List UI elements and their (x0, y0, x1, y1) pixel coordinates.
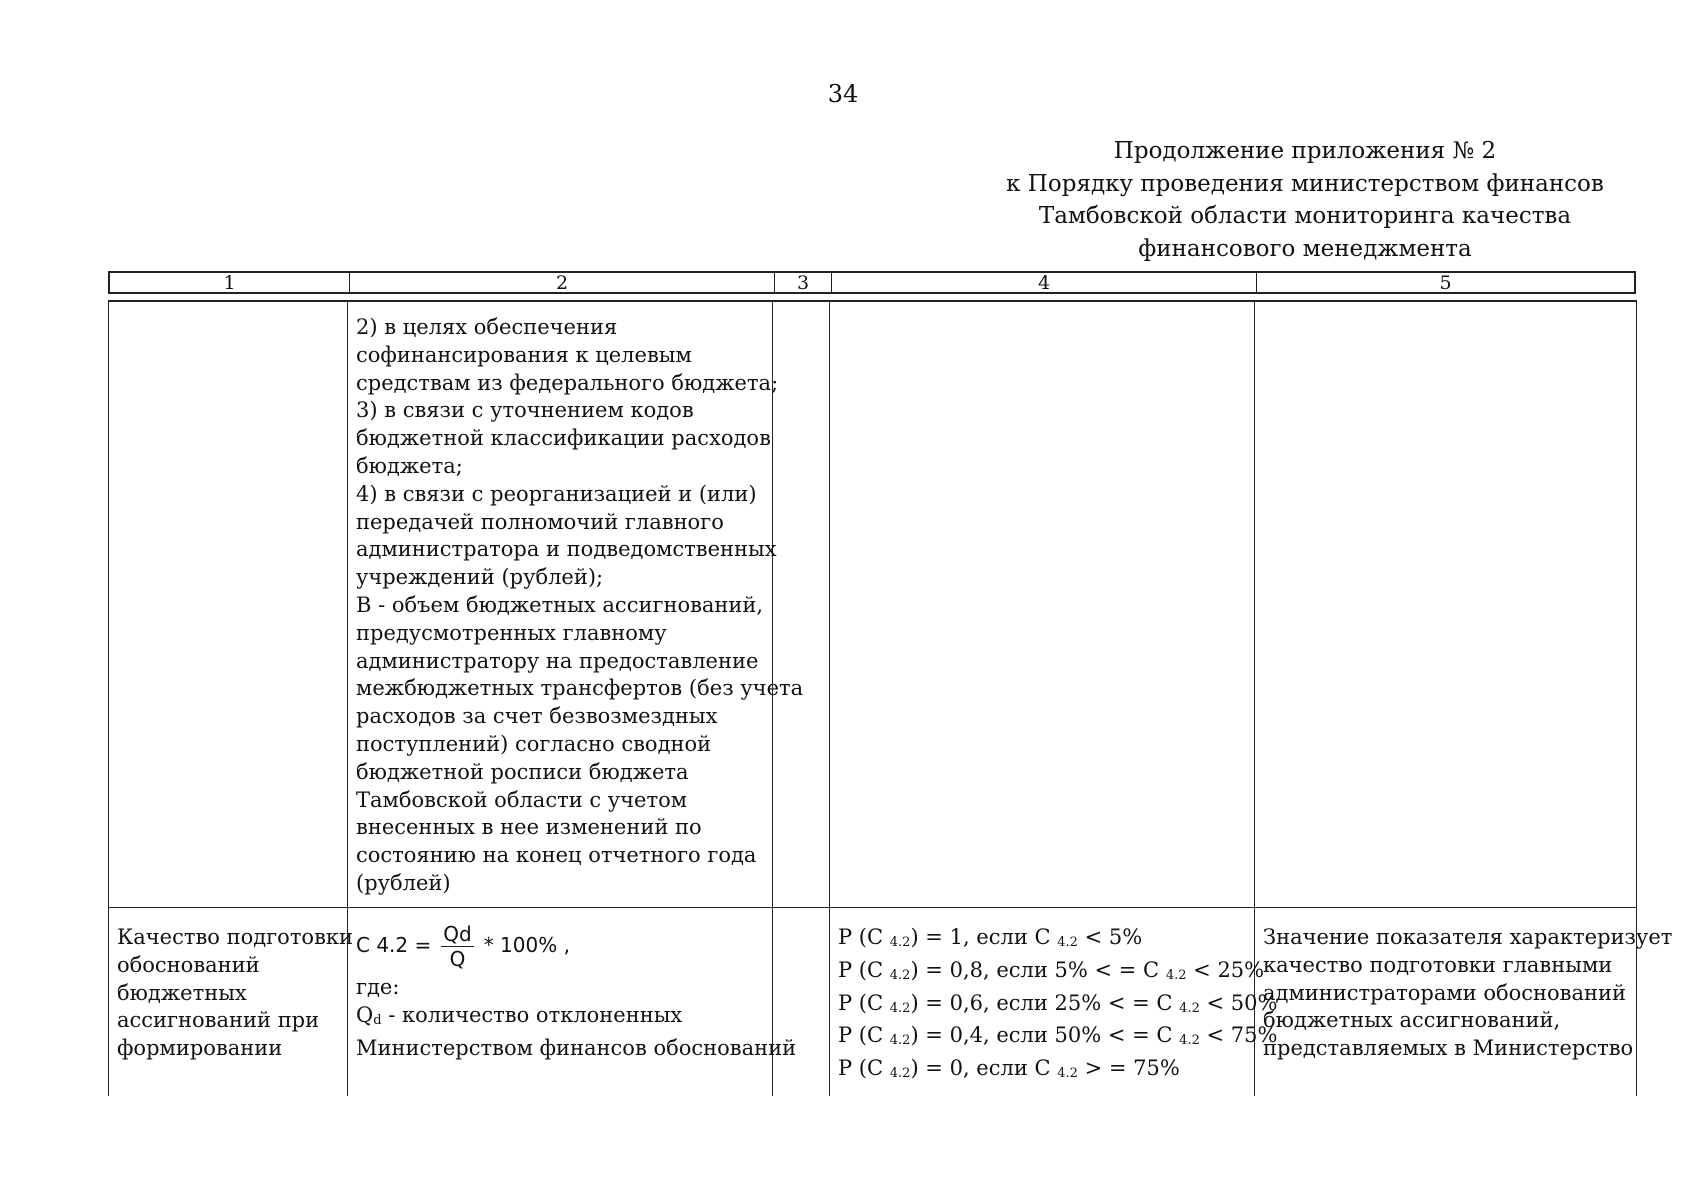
score-rule (838, 990, 1278, 1023)
text-line: бюджетной классификации расходов (356, 426, 771, 451)
column-number: 5 (1256, 273, 1634, 292)
formula-rhs: * 100% , (483, 933, 570, 958)
text-line: расходов за счет безвозмездных (356, 704, 718, 729)
score-rule (838, 924, 1246, 957)
qd-definition (356, 1002, 764, 1035)
text-line: 2) в целях обеспечения (356, 315, 618, 339)
text-line: 3) в связи с уточнением кодов (356, 398, 694, 423)
description-line: представляемых в Министерство (1263, 1036, 1634, 1061)
score-sub: 4.2 (1057, 1066, 1078, 1082)
score-sub: 4.2 (889, 967, 911, 983)
score-text: P (C (838, 925, 890, 949)
qd-symbol: Q (356, 1002, 374, 1027)
formula (356, 918, 764, 974)
score-text: P (C (838, 957, 890, 982)
indicator-line: обоснований (117, 952, 260, 977)
text-line: софинансирования к целевым (356, 342, 692, 367)
score-text: ) = 0,8, если 5% < = C (910, 957, 1166, 982)
score-text: P (C (838, 990, 890, 1015)
column-number: 3 (774, 273, 831, 292)
score-sub: 4.2 (889, 1066, 911, 1082)
score-sub: 4.2 (889, 1000, 911, 1016)
score-sub: 4.2 (1057, 935, 1078, 950)
score-text: P (C (838, 1023, 890, 1048)
score-rule (838, 1022, 1278, 1055)
qd-definition-line2: Министерством финансов обоснований (356, 1035, 797, 1060)
score-rule (838, 957, 1265, 990)
score-text: ) = 1, если C (910, 925, 1058, 949)
formula-lhs: C 4.2 = (356, 933, 432, 958)
formula-fraction (441, 922, 473, 971)
where-label: где: (356, 975, 400, 999)
qd-subscript: d (373, 1012, 382, 1028)
appendix-heading-line: Продолжение приложения № 2 (1113, 138, 1497, 164)
score-rule (838, 1055, 1246, 1088)
calculation-cell (348, 301, 804, 908)
score-text: < 50% (1199, 990, 1278, 1015)
indicator-line: формировании (117, 1036, 283, 1061)
score-sub: 4.2 (1165, 967, 1187, 983)
indicator-cell (109, 301, 348, 908)
appendix-heading-line: Тамбовской области мониторинга качества (1038, 203, 1572, 229)
text-line: В - объем бюджетных ассигнований, (356, 592, 764, 617)
column-number: 2 (349, 273, 774, 292)
description-cell (1255, 908, 1673, 1096)
text-line: предусмотренных главному (356, 620, 667, 645)
text-line: состоянию на конец отчетного года (356, 843, 757, 868)
text-line: поступлений) согласно сводной (356, 731, 712, 756)
text-line: межбюджетных трансфертов (без учета (356, 676, 804, 701)
column-number-row (108, 271, 1636, 294)
text-line: 4) в связи с реорганизацией и (или) (356, 481, 757, 506)
empty-cell (773, 908, 830, 1096)
text-line: (рублей) (356, 870, 451, 895)
score-text: > = 75% (1077, 1056, 1180, 1081)
appendix-heading-line: финансового менеджмента (1138, 235, 1472, 262)
scoring-cell (830, 301, 1255, 908)
indicator-line: бюджетных (117, 980, 247, 1005)
indicator-cell (109, 908, 354, 1096)
indicator-table (108, 300, 1673, 1096)
score-text: < 25% (1186, 957, 1265, 982)
text-line: бюджета; (356, 453, 463, 478)
score-sub: 4.2 (889, 935, 911, 950)
score-text: ) = 0,6, если 25% < = C (910, 990, 1180, 1015)
text-line: Тамбовской области с учетом (356, 787, 688, 812)
score-text: P (C (838, 1056, 890, 1081)
column-number: 1 (223, 272, 236, 294)
indicator-line: ассигнований при (117, 1008, 320, 1033)
description-line: качество подготовки главными (1263, 952, 1613, 977)
formula-denominator: Q (449, 946, 466, 971)
empty-cell (773, 301, 830, 908)
text-line: администратора и подведомственных (356, 537, 777, 562)
description-line: бюджетных ассигнований, (1263, 1008, 1561, 1033)
table-row (109, 908, 1637, 1096)
qd-text: - количество отклоненных (381, 1002, 683, 1027)
column-number: 4 (831, 273, 1256, 292)
score-text: ) = 0, если C (910, 1056, 1058, 1081)
page-number: 34 (827, 80, 859, 108)
description-cell (1255, 301, 1637, 908)
calculation-cell (348, 908, 797, 1096)
score-sub: 4.2 (1179, 1000, 1200, 1016)
score-text: < 5% (1077, 925, 1143, 949)
text-line: администратору на предоставление (356, 648, 759, 673)
description-line: Значение показателя характеризует (1263, 925, 1673, 949)
text-line: бюджетной росписи бюджета (356, 759, 689, 784)
scoring-cell (830, 908, 1278, 1096)
appendix-heading-line: к Порядку проведения министерством финансов (1006, 170, 1604, 197)
score-text: < 75% (1199, 1023, 1278, 1048)
text-line: учреждений (рублей); (356, 565, 604, 590)
score-sub: 4.2 (1179, 1033, 1200, 1049)
formula-numerator: Qd (443, 921, 472, 946)
appendix-heading (990, 135, 1620, 265)
table-row (109, 301, 1637, 908)
indicator-line: Качество подготовки (117, 925, 354, 949)
text-line: внесенных в нее изменений по (356, 815, 702, 840)
text-line: передачей полномочий главного (356, 509, 724, 534)
score-text: ) = 0,4, если 50% < = C (910, 1023, 1180, 1048)
description-line: администраторами обоснований (1263, 980, 1627, 1005)
text-line: средствам из федерального бюджета; (356, 370, 779, 395)
score-sub: 4.2 (889, 1033, 911, 1049)
